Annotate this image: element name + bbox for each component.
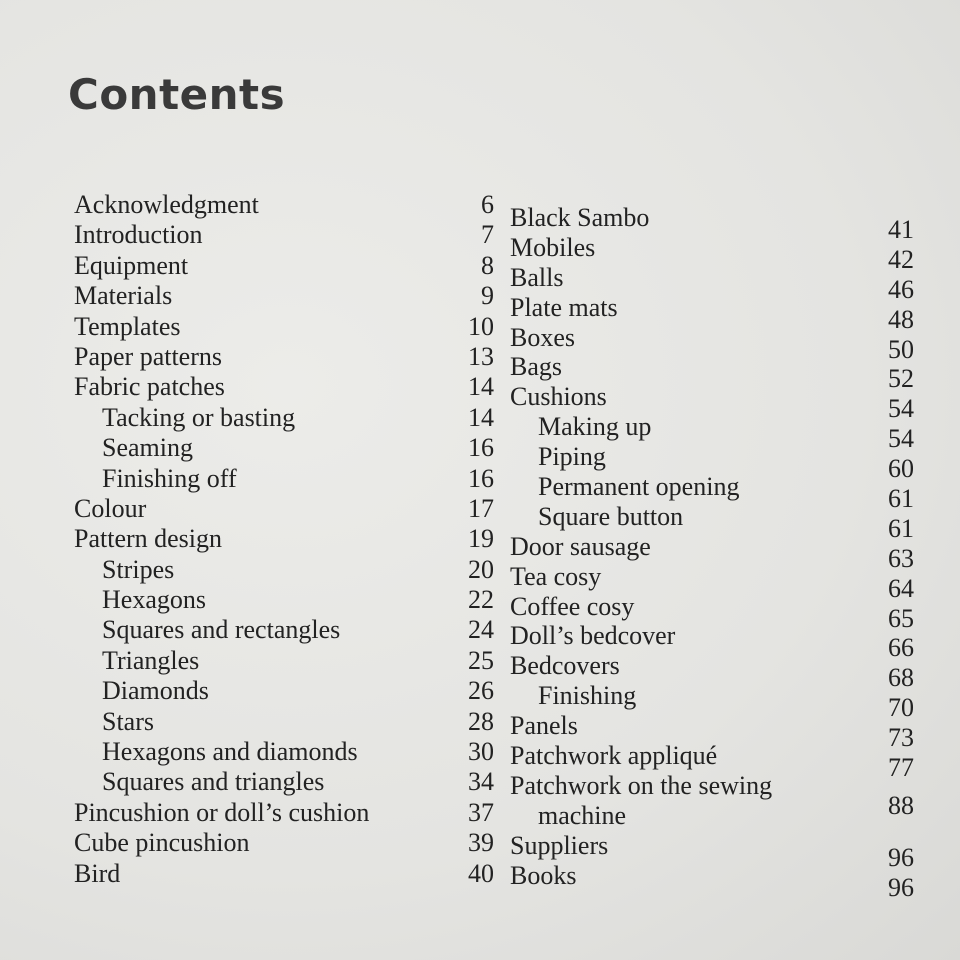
toc-entry bbox=[74, 646, 494, 676]
toc-entry bbox=[74, 585, 494, 615]
toc-entry-title: Pattern design bbox=[74, 524, 223, 554]
toc-entry-title: Plate mats bbox=[510, 292, 618, 322]
toc-entry-title: Coffee cosy bbox=[510, 591, 635, 621]
toc-entry bbox=[74, 220, 494, 250]
toc-entry bbox=[74, 312, 494, 342]
toc-entry-title: Balls bbox=[510, 262, 564, 292]
toc-entry-title: Tea cosy bbox=[510, 561, 602, 591]
toc-entry-title: Permanent opening bbox=[538, 472, 740, 502]
toc-entry-page-number: 63 bbox=[888, 543, 914, 573]
toc-entry-title: Black Sambo bbox=[510, 203, 650, 232]
toc-entry-title: Finishing off bbox=[102, 463, 237, 493]
toc-entry-page-number: 39 bbox=[468, 828, 494, 858]
toc-entry-page-number: 73 bbox=[888, 723, 914, 753]
toc-entry-title: Suppliers bbox=[510, 830, 609, 860]
toc-entry bbox=[510, 232, 920, 274]
toc-entry-page-number: 25 bbox=[468, 645, 494, 675]
toc-entry bbox=[510, 352, 920, 394]
toc-entry-page-number: 19 bbox=[468, 524, 494, 554]
toc-entry-page-number: 60 bbox=[888, 454, 914, 484]
toc-entry-page-number: 34 bbox=[468, 767, 494, 797]
toc-entry-title: Stripes bbox=[102, 554, 175, 584]
toc-entry-title: Pincushion or doll’s cushion bbox=[74, 797, 370, 827]
toc-entry-title: Materials bbox=[74, 281, 173, 311]
toc-entry-page-number: 40 bbox=[468, 858, 494, 888]
toc-entry-page-number: 10 bbox=[468, 311, 494, 341]
toc-entry bbox=[510, 472, 920, 514]
toc-entry bbox=[510, 561, 920, 603]
toc-entry-page-number: 48 bbox=[888, 304, 914, 334]
toc-entry bbox=[74, 281, 494, 311]
toc-entry-title: Stars bbox=[102, 706, 154, 736]
toc-entry-page-number: 41 bbox=[888, 215, 914, 244]
toc-entry bbox=[510, 830, 920, 872]
toc-entry-title: Squares and triangles bbox=[102, 767, 325, 797]
toc-entry-page-number: 68 bbox=[888, 663, 914, 693]
toc-entry bbox=[74, 251, 494, 281]
toc-entry-title: Diamonds bbox=[102, 676, 209, 706]
toc-entry-page-number: 26 bbox=[468, 676, 494, 706]
toc-entry bbox=[74, 828, 494, 858]
toc-entry-page-number: 13 bbox=[468, 341, 494, 371]
toc-entry-title: Hexagons bbox=[102, 585, 206, 615]
toc-entry bbox=[74, 494, 494, 524]
toc-entry bbox=[74, 433, 494, 463]
toc-entry-title: Acknowledgment bbox=[74, 190, 259, 219]
toc-entry bbox=[510, 741, 920, 783]
toc-entry-title: Piping bbox=[538, 442, 606, 472]
toc-entry-page-number: 61 bbox=[888, 484, 914, 514]
toc-entry bbox=[510, 860, 920, 902]
page-title: Contents bbox=[68, 70, 286, 119]
toc-entry-title: Panels bbox=[510, 711, 578, 741]
toc-entry bbox=[510, 531, 920, 573]
toc-entry-page-number: 42 bbox=[888, 244, 914, 274]
toc-entry-title: Bird bbox=[74, 858, 121, 888]
toc-entry-page-number: 77 bbox=[888, 753, 914, 783]
toc-entry bbox=[510, 681, 920, 723]
toc-entry-page-number: 14 bbox=[468, 372, 494, 402]
toc-entry-page-number: 66 bbox=[888, 633, 914, 663]
toc-entry bbox=[74, 464, 494, 494]
toc-entry bbox=[510, 412, 920, 454]
toc-entry-page-number: 16 bbox=[468, 433, 494, 463]
toc-entry bbox=[74, 737, 494, 767]
toc-entry-page-number: 8 bbox=[481, 250, 494, 280]
toc-entry-title: Patchwork appliqué bbox=[510, 741, 718, 771]
toc-entry bbox=[74, 798, 494, 828]
toc-entry-page-number: 88 bbox=[888, 790, 914, 820]
toc-entry-title: Squares and rectangles bbox=[102, 615, 341, 645]
toc-entry bbox=[74, 615, 494, 645]
toc-entry-title: Seaming bbox=[102, 433, 193, 463]
toc-entry-title: Paper patterns bbox=[74, 341, 223, 371]
toc-entry bbox=[510, 322, 920, 364]
toc-entry-page-number: 70 bbox=[888, 693, 914, 723]
toc-entry-title: Equipment bbox=[74, 250, 189, 280]
toc-entry-page-number: 20 bbox=[468, 554, 494, 584]
toc-entry-title: Door sausage bbox=[510, 531, 651, 561]
toc-entry bbox=[510, 771, 920, 831]
toc-entry-title: Mobiles bbox=[510, 232, 596, 262]
toc-entry bbox=[510, 203, 920, 244]
toc-entry-page-number: 30 bbox=[468, 737, 494, 767]
toc-entry bbox=[74, 555, 494, 585]
toc-entry-page-number: 22 bbox=[468, 585, 494, 615]
toc-entry-page-number: 61 bbox=[888, 513, 914, 543]
toc-entry-page-number: 52 bbox=[888, 364, 914, 394]
toc-entry-title: Boxes bbox=[510, 322, 575, 352]
toc-entry-page-number: 65 bbox=[888, 603, 914, 633]
toc-entry-page-number: 17 bbox=[468, 493, 494, 523]
toc-entry bbox=[510, 442, 920, 484]
toc-entry-title: Fabric patches bbox=[74, 372, 225, 402]
toc-entry-page-number: 16 bbox=[468, 463, 494, 493]
toc-entry bbox=[510, 651, 920, 693]
toc-entry-title: Finishing bbox=[538, 681, 637, 711]
toc-entry-page-number: 37 bbox=[468, 797, 494, 827]
toc-entry-page-number: 24 bbox=[468, 615, 494, 645]
toc-entry-page-number: 64 bbox=[888, 573, 914, 603]
toc-entry-title: Bags bbox=[510, 352, 562, 382]
toc-entry bbox=[74, 372, 494, 402]
toc-entry bbox=[510, 262, 920, 304]
toc-entry-page-number: 96 bbox=[888, 872, 914, 902]
toc-entry bbox=[510, 292, 920, 334]
toc-entry bbox=[74, 676, 494, 706]
toc-entry-title: Bedcovers bbox=[510, 651, 620, 681]
toc-entry-title: Books bbox=[510, 860, 577, 890]
toc-entry bbox=[510, 711, 920, 753]
toc-entry-page-number: 28 bbox=[468, 706, 494, 736]
toc-entry bbox=[74, 707, 494, 737]
toc-entry bbox=[74, 859, 494, 889]
toc-entry-title: Introduction bbox=[74, 220, 203, 250]
toc-entry-page-number: 9 bbox=[481, 281, 494, 311]
toc-entry-title: Tacking or basting bbox=[102, 402, 296, 432]
toc-entry-title: Making up bbox=[538, 412, 652, 442]
toc-entry bbox=[74, 524, 494, 554]
contents-right-column bbox=[510, 203, 920, 902]
toc-entry-title: Cube pincushion bbox=[74, 828, 250, 858]
toc-entry-page-number: 96 bbox=[888, 842, 914, 872]
toc-entry-title-continuation: machine bbox=[538, 800, 627, 830]
toc-entry-title: Square button bbox=[538, 501, 684, 531]
toc-entry-title: Triangles bbox=[102, 645, 200, 675]
toc-entry-page-number: 50 bbox=[888, 334, 914, 364]
toc-entry-title: Patchwork on the sewing bbox=[510, 770, 773, 800]
toc-entry bbox=[510, 591, 920, 633]
toc-entry-page-number: 14 bbox=[468, 402, 494, 432]
toc-entry-title: Colour bbox=[74, 493, 147, 523]
toc-entry-title: Templates bbox=[74, 311, 181, 341]
toc-entry bbox=[74, 342, 494, 372]
toc-entry-title: Hexagons and diamonds bbox=[102, 737, 358, 767]
toc-entry-title: Doll’s bedcover bbox=[510, 621, 676, 651]
toc-entry bbox=[510, 382, 920, 424]
toc-entry-page-number: 7 bbox=[481, 220, 494, 250]
toc-entry-page-number: 46 bbox=[888, 274, 914, 304]
toc-entry bbox=[74, 403, 494, 433]
toc-entry bbox=[74, 767, 494, 797]
toc-entry-page-number: 54 bbox=[888, 394, 914, 424]
toc-entry-page-number: 54 bbox=[888, 424, 914, 454]
toc-entry bbox=[74, 190, 494, 220]
contents-left-column bbox=[74, 190, 494, 889]
toc-entry-title: Cushions bbox=[510, 382, 607, 412]
toc-entry-page-number: 6 bbox=[481, 190, 494, 219]
toc-entry bbox=[510, 621, 920, 663]
toc-entry bbox=[510, 501, 920, 543]
